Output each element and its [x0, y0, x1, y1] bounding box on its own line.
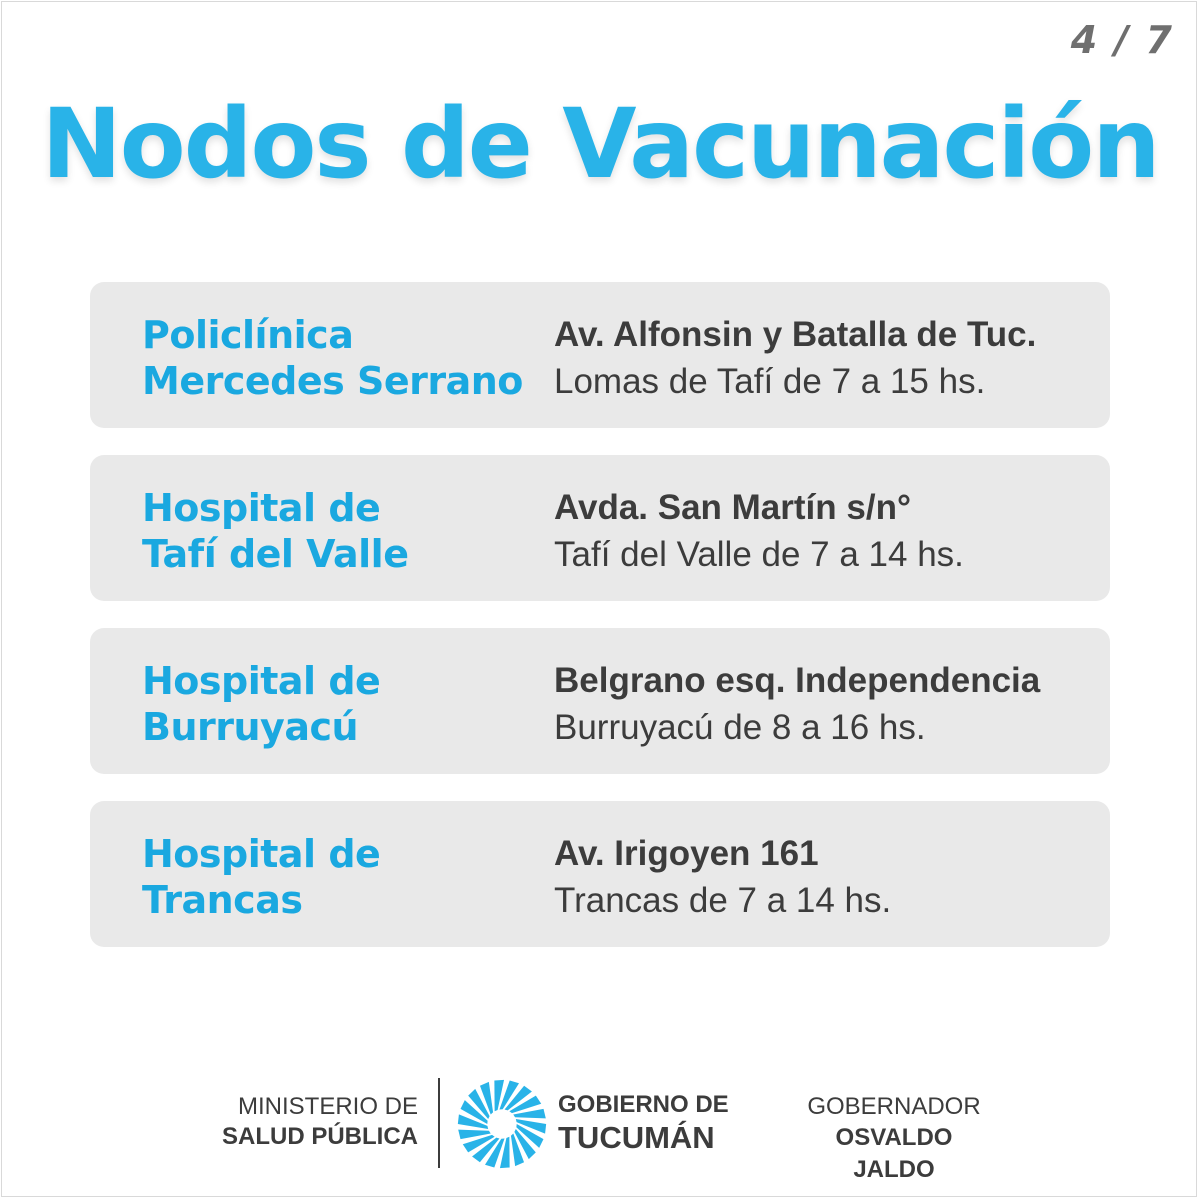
footer — [0, 1072, 1200, 1183]
footer-divider — [438, 1078, 440, 1168]
node-info — [554, 658, 1040, 752]
ministry-line2: SALUD PÚBLICA — [222, 1123, 418, 1150]
node-name — [142, 658, 380, 750]
node-card-trancas — [90, 801, 1110, 947]
governor-line1: GOBERNADOR — [807, 1093, 981, 1120]
ministry-line1: MINISTERIO DE — [237, 1093, 418, 1120]
node-card-policlinica — [90, 282, 1110, 428]
government-line1: GOBIERNO DE — [558, 1091, 729, 1118]
node-name-line1: Hospital de — [142, 486, 381, 530]
node-address: Av. Alfonsin y Batalla de Tuc. — [554, 315, 1037, 354]
node-name — [142, 831, 380, 923]
node-name-line2: Burruyacú — [142, 705, 359, 749]
node-card-burruyacu — [90, 628, 1110, 774]
node-name-line1: Hospital de — [142, 832, 381, 876]
ministry-label — [222, 1092, 418, 1152]
governor-line2: OSVALDO JALDO — [835, 1124, 953, 1183]
node-name-line1: Policlínica — [142, 313, 354, 357]
node-hours: Trancas de 7 a 14 hs. — [554, 881, 892, 920]
tucuman-sun-logo-icon — [456, 1078, 548, 1170]
node-hours: Tafí del Valle de 7 a 14 hs. — [554, 535, 964, 574]
node-info — [554, 485, 964, 579]
node-address: Av. Irigoyen 161 — [554, 834, 819, 873]
node-name-line2: Trancas — [142, 878, 303, 922]
governor-label — [794, 1092, 994, 1186]
node-card-tafi-del-valle — [90, 455, 1110, 601]
node-hours: Burruyacú de 8 a 16 hs. — [554, 708, 926, 747]
node-name — [142, 312, 523, 404]
node-hours: Lomas de Tafí de 7 a 15 hs. — [554, 362, 986, 401]
page-counter: 4 / 7 — [1070, 18, 1174, 62]
node-info — [554, 831, 891, 925]
vaccination-nodes-list — [90, 282, 1110, 974]
node-name-line2: Mercedes Serrano — [142, 359, 523, 403]
node-name — [142, 485, 408, 577]
page-title: Nodos de Vacunación — [41, 88, 1159, 200]
node-name-line2: Tafí del Valle — [142, 532, 409, 576]
government-line2: TUCUMÁN — [558, 1120, 715, 1155]
node-name-line1: Hospital de — [142, 659, 381, 703]
node-address: Avda. San Martín s/n° — [554, 488, 911, 527]
government-label — [558, 1090, 729, 1156]
node-info — [554, 312, 1036, 406]
node-address: Belgrano esq. Independencia — [554, 661, 1041, 700]
